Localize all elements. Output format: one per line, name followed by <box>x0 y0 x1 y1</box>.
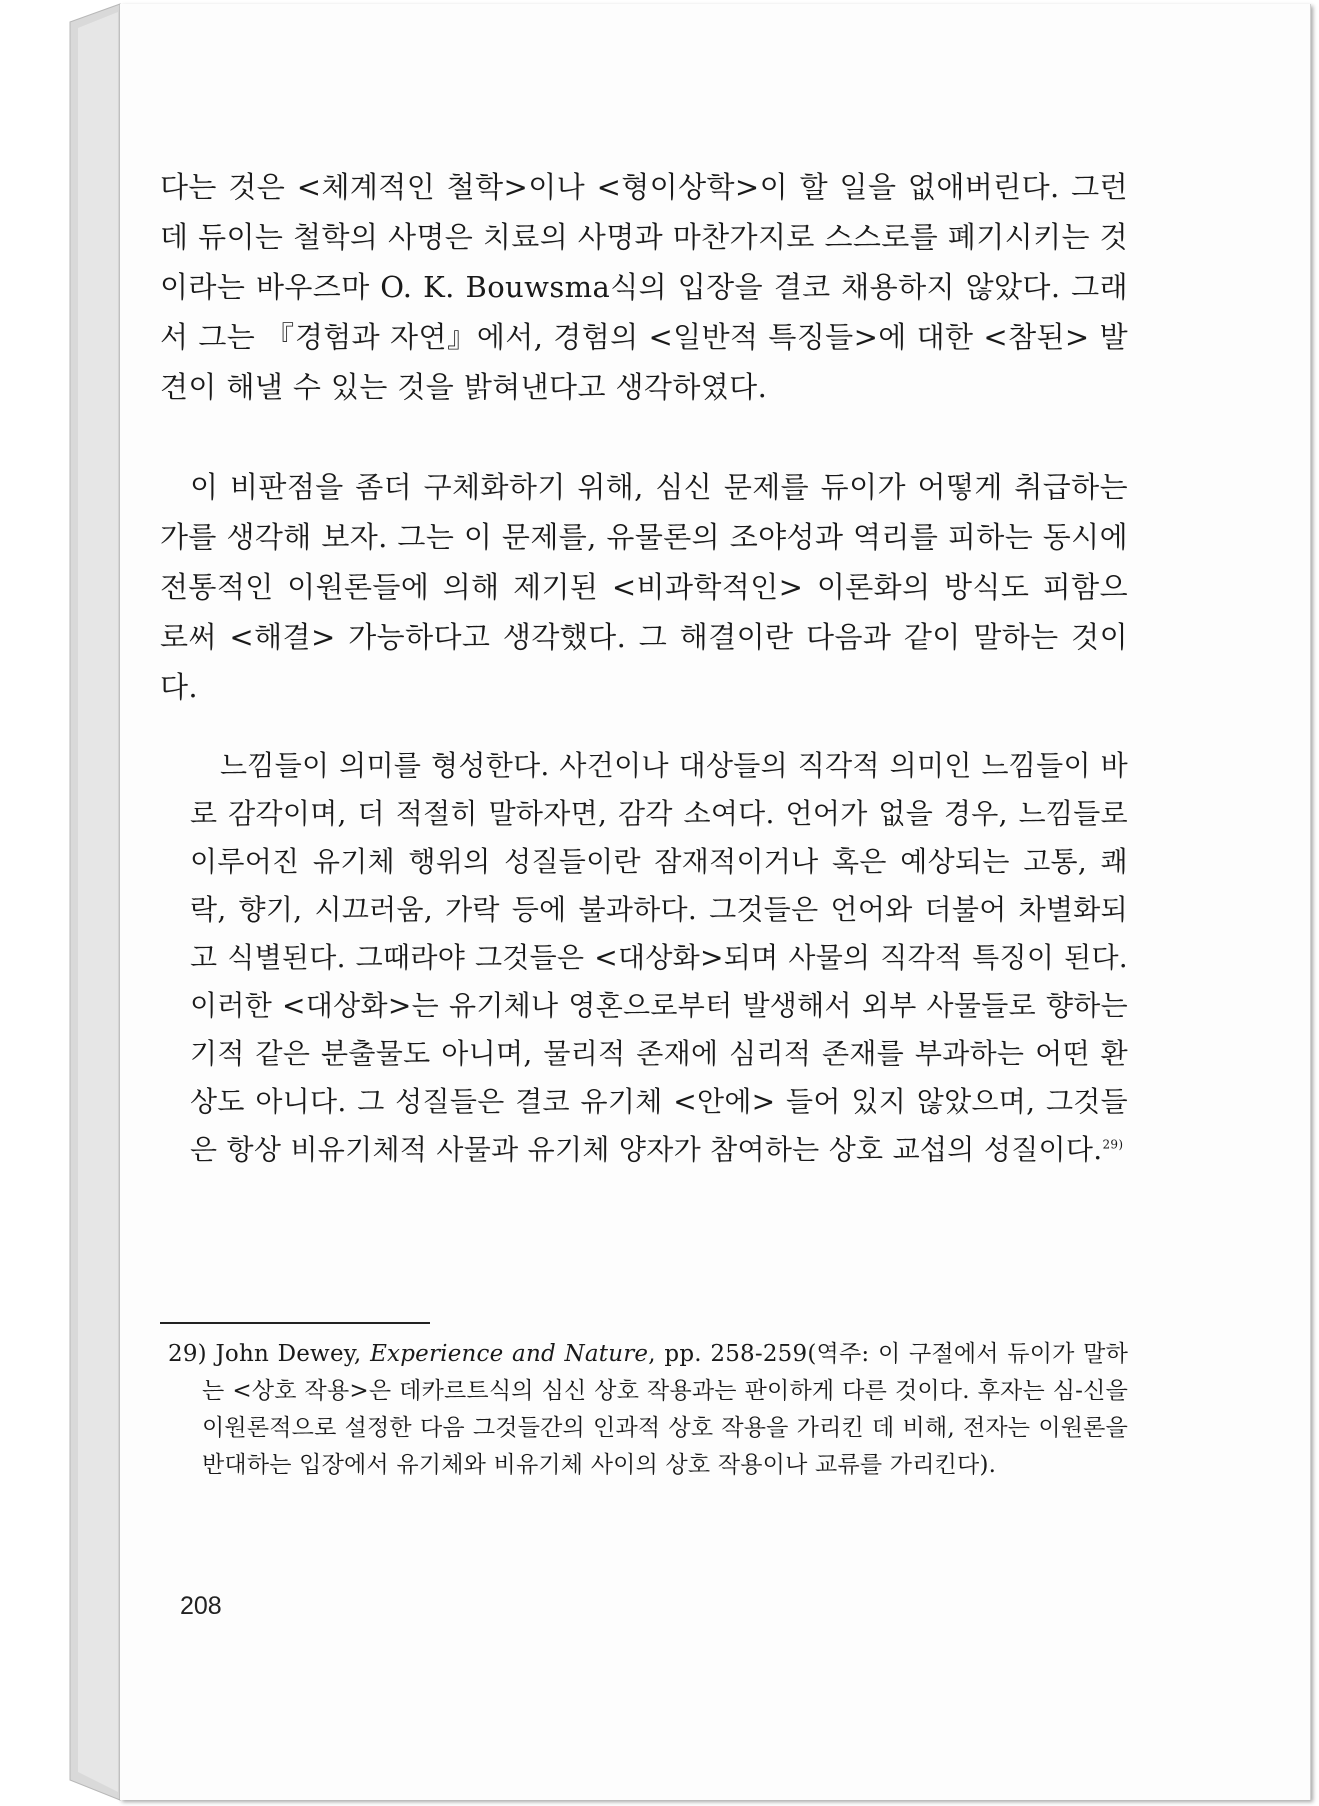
page-number: 208 <box>180 1592 222 1620</box>
quote-body: 느낌들이 의미를 형성한다. 사건이나 대상들의 직각적 의미인 느낌들이 바로 감각이며, 더 적절히 말하자면, 감각 소여다. 언어가 없을 경우, 느낌들로 이루어진 유기체 행위의 성질들이란 잠재적이거나 혹은 예상되는 고통, 쾌락, 향기, 시끄러움, 가락 등에 불과하다. 그것들은 언어와 더불어 차별화되고 식별된다. 그때라야 그것들은 <대상화>되며 사물의 직각적 특징이 된다. 이러한 <대상화>는 유기체나 영혼으로부터 발생해서 외부 사물들로 향하는 기적 같은 분출물도 아니며, 물리적 존재에 심리적 존재를 부과하는 어떤 환상도 아니다. 그 성질들은 결코 유기체 <안에> 들어 있지 않았으며, 그것들은 항상 비유기체적 사물과 유기체 양자가 참여하는 상호 교섭의 성질이다. <box>190 749 1128 1166</box>
quote-text <box>190 742 1128 1174</box>
paragraph-text: 이 비판점을 좀더 구체화하기 위해, 심신 문제를 듀이가 어떻게 취급하는가를 생각해 보자. 그는 이 문제를, 유물론의 조야성과 역리를 피하는 동시에 전통적인 이원론들에 의해 제기된 <비과학적인> 이론화의 방식도 피함으로써 <해결> 가능하다고 생각했다. 그 해결이란 다음과 같이 말하는 것이다. <box>160 470 1128 704</box>
body-paragraph-1 <box>160 162 1128 412</box>
footnote-reference: 29) <box>1102 1137 1124 1152</box>
footnote-citation: , pp. 258-259(역주: 이 구절에서 듀이가 말하는 <상호 작용>은 데카르트식의 심신 상호 작용과는 판이하게 다른 것이다. 후자는 심-신을 이원론적으로 설정한 다음 그것들간의 인과적 상호 작용을 가리킨 데 비해, 전자는 이원론을 반대하는 입장에서 유기체와 비유기체 사이의 상호 작용이나 교류를 가리킨다). <box>202 1341 1129 1478</box>
footnote-number: 29) <box>168 1341 207 1367</box>
footnote-author: John Dewey, <box>215 1341 362 1367</box>
footnote-divider <box>160 1322 430 1324</box>
block-quote <box>190 742 1128 1174</box>
body-paragraph-2 <box>160 462 1128 712</box>
paragraph-text: 다는 것은 <체계적인 철학>이나 <형이상학>이 할 일을 없애버린다. 그런데 듀이는 철학의 사명은 치료의 사명과 마찬가지로 스스로를 폐기시키는 것이라는 바우즈마 O. K. Bouwsma식의 입장을 결코 채용하지 않았다. 그래서 그는 『경험과 자연』에서, 경험의 <일반적 특징들>에 대한 <참된> 발견이 해낼 수 있는 것을 밝혀낸다고 생각하였다. <box>160 170 1128 404</box>
footnote-text <box>168 1336 1128 1484</box>
footnote-book-title: Experience and Nature <box>370 1341 649 1367</box>
book-edge-illustration <box>0 0 130 1806</box>
footnote <box>168 1336 1128 1484</box>
